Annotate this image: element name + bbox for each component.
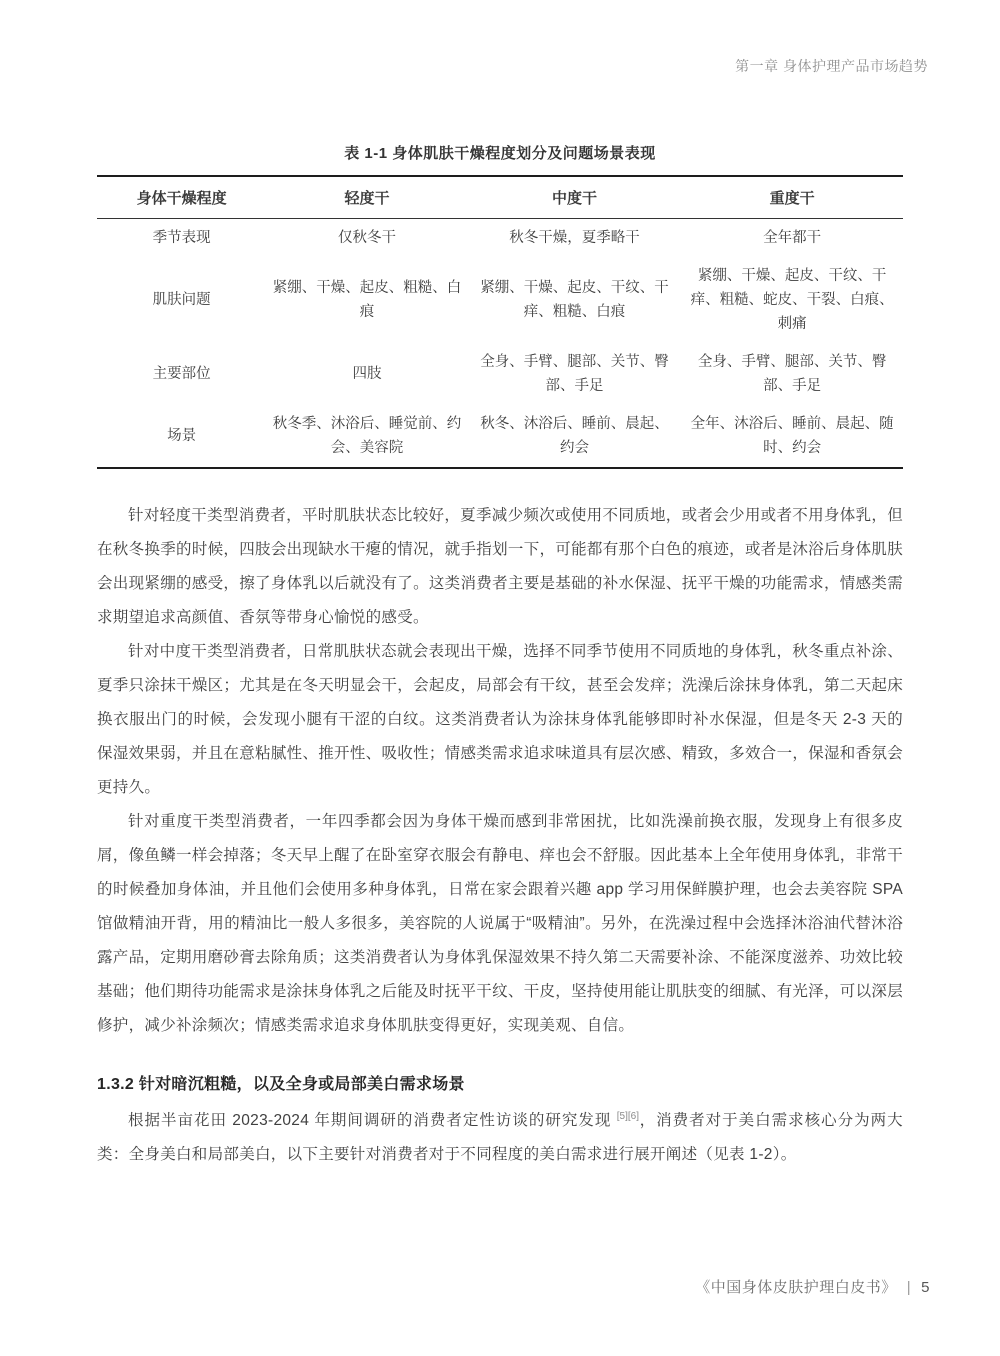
table-cell: 四肢 (352, 366, 382, 382)
table-cell: 全年、沐浴后、睡前、晨起、随时、约会 (690, 416, 894, 456)
row-label: 季节表现 (152, 230, 211, 246)
row-label: 主要部位 (152, 366, 211, 382)
table-cell: 秋冬干燥，夏季略干 (509, 230, 640, 246)
citation-reference: [5][6] (616, 1111, 639, 1122)
table-row (97, 405, 903, 468)
table-cell: 全身、手臂、腿部、关节、臀部、手足 (697, 354, 887, 394)
page-content (0, 142, 1000, 1172)
table-cell: 秋冬、沐浴后、睡前、晨起、约会 (480, 416, 669, 456)
section-heading: 1.3.2 针对暗沉粗糙，以及全身或局部美白需求场景 (97, 1076, 465, 1093)
table-cell: 全身、手臂、腿部、关节、臀部、手足 (480, 354, 669, 394)
chapter-header: 第一章 身体护理产品市场趋势 (735, 58, 928, 74)
paragraph-severe-dry: 针对重度干类型消费者，一年四季都会因为身体干燥而感到非常困扰，比如洗澡前换衣服，发现身上有很多皮屑，像鱼鳞一样会掉落；冬天早上醒了在卧室穿衣服会有静电、痒也会不舒服。因此基本上全年使用身体乳，非常干的时候叠加身体油，并且他们会使用多种身体乳，日常在家会跟着兴趣 app 学习用保鲜膜护理，也会去美容院 SPA 馆做精油开背，用的精油比一般人多很多，美容院的人说属于“吸精油”。另外，在洗澡过程中会选择沐浴油代替沐浴露产品，定期用磨砂膏去除角质；这类消费者认为身体乳保湿效果不持久第二天需要补涂、不能深度滋养、功效比较基础；他们期待功能需求是涂抹身体乳之后能及时抚平干纹、干皮，坚持使用能让肌肤变的细腻、有光泽，可以深层修护，减少补涂频次；情感类需求追求身体肌肤变得更好，实现美观、自信。 (97, 813, 903, 1034)
paragraph-whitening-intro (97, 1100, 903, 1172)
paragraph-light-dry: 针对轻度干类型消费者，平时肌肤状态比较好，夏季减少频次或使用不同质地，或者会少用或者不用身体乳，但在秋冬换季的时候，四肢会出现缺水干瘪的情况，就手指划一下，可能都有那个白色的痕迹，或者是沐浴后身体肌肤会出现紧绷的感受，擦了身体乳以后就没有了。这类消费者主要是基础的补水保湿、抚平干燥的功能需求，情感类需求期望追求高颜值、香氛等带身心愉悦的感受。 (97, 507, 903, 626)
table-cell: 紧绷、干燥、起皮、干纹、干痒、粗糙、白痕 (480, 280, 669, 320)
row-label: 场景 (167, 428, 197, 444)
table-header-cell: 中度干 (468, 176, 682, 219)
table-header-row (97, 176, 903, 219)
dryness-levels-table (97, 175, 903, 469)
table-cell: 秋冬季、沐浴后、睡觉前、约会、美容院 (272, 416, 462, 456)
body-text (97, 499, 903, 1172)
page-footer (695, 1276, 930, 1297)
table-cell: 紧绷、干燥、起皮、干纹、干痒、粗糙、蛇皮、干裂、白痕、刺痛 (690, 268, 894, 332)
table-header-cell: 身体干燥程度 (97, 176, 266, 219)
footer-separator: | (906, 1279, 912, 1296)
table-header-cell: 轻度干 (266, 176, 468, 219)
table-row (97, 219, 903, 258)
table-header-cell: 重度干 (681, 176, 903, 219)
row-label: 肌肤问题 (152, 292, 211, 308)
paragraph-text: 根据半亩花田 2023-2024 年期间调研的消费者定性访谈的研究发现 (128, 1112, 617, 1130)
table-row (97, 257, 903, 343)
table-cell: 仅秋冬干 (338, 230, 396, 246)
paragraph-medium-dry: 针对中度干类型消费者，日常肌肤状态就会表现出干燥，选择不同季节使用不同质地的身体乳，秋冬重点补涂、夏季只涂抹干燥区；尤其是在冬天明显会干，会起皮，局部会有干纹，甚至会发痒；洗澡后涂抹身体乳，第二天起床换衣服出门的时候，会发现小腿有干涩的白纹。这类消费者认为涂抹身体乳能够即时补水保湿，但是冬天 2-3 天的保湿效果弱，并且在意粘腻性、推开性、吸收性；情感类需求追求味道具有层次感、精致，多效合一，保湿和香氛会更持久。 (97, 643, 903, 796)
table-cell: 紧绷、干燥、起皮、粗糙、白痕 (272, 280, 462, 320)
paragraph-text: ，消费者对于美白需求核心分为两大类：全身美白和局部美白，以下主要针对消费者对于不同程度的美白需求进行展开阐述（见表 1-2）。 (97, 1112, 903, 1164)
table-cell: 全年都干 (763, 230, 822, 246)
footer-page-number: 5 (921, 1279, 930, 1296)
table-title: 表 1-1 身体肌肤干燥程度划分及问题场景表现 (344, 145, 656, 162)
table-row (97, 343, 903, 405)
footer-book-title: 《中国身体皮肤护理白皮书》 (695, 1279, 897, 1296)
